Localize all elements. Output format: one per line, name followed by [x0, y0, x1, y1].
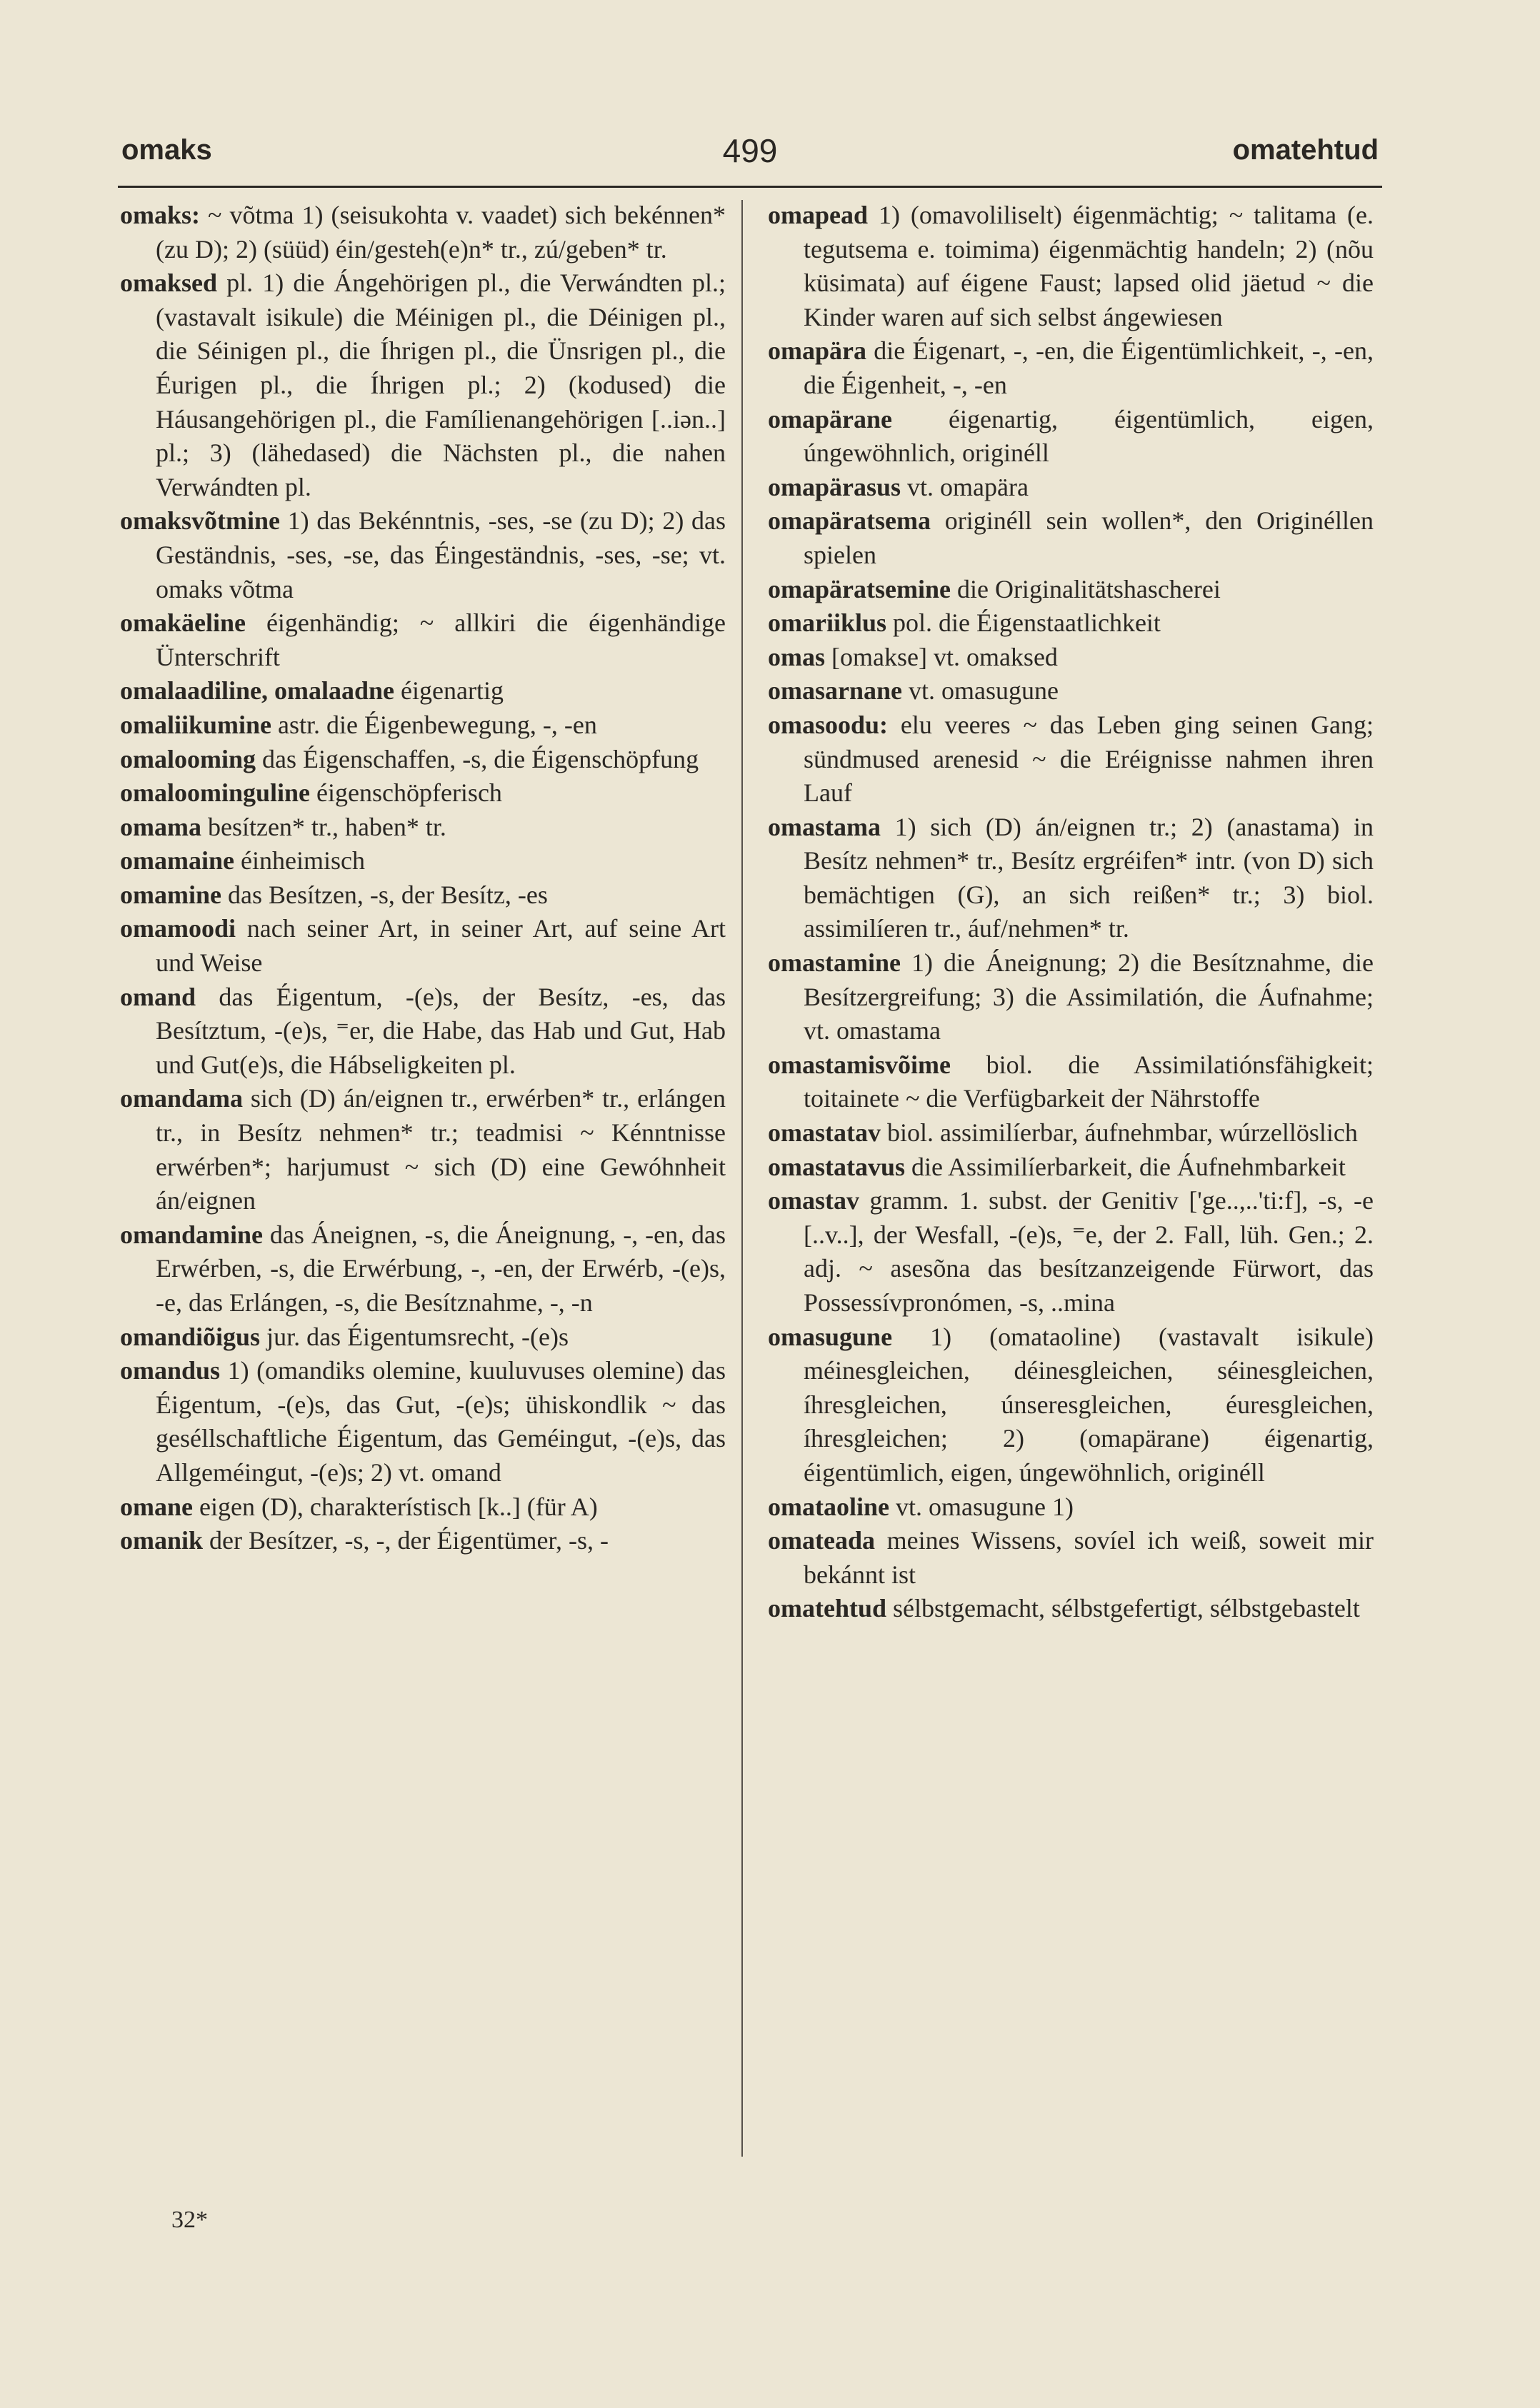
- entry-headword: omamine: [120, 880, 221, 909]
- right-guide-word: omatehtud: [1232, 134, 1379, 166]
- entry-headword: omataoline: [768, 1492, 889, 1521]
- entry-definition: das Besítzen, -s, der Besítz, -es: [221, 880, 548, 909]
- entry-headword: omamoodi: [120, 914, 236, 943]
- dictionary-entry: [120, 199, 726, 266]
- entry-definition: vt. omasugune 1): [889, 1492, 1074, 1521]
- dictionary-entry: [120, 674, 726, 708]
- entry-definition: 1) sich (D) án/eignen tr.; 2) (anastama) in Besítz nehmen* tr., Besítz ergréifen* intr. (von D) sich bemächtigen (G), an sich reißen* tr.; 3) biol. assimilíeren tr., áuf/nehmen* tr.: [804, 812, 1374, 943]
- entry-headword: omand: [120, 982, 196, 1011]
- entry-definition: pol. die Éigenstaatlichkeit: [886, 608, 1161, 638]
- entry-definition: das Éigenschaffen, -s, die Éigenschöpfung: [256, 744, 699, 773]
- dictionary-entry: [120, 1490, 726, 1525]
- dictionary-entry: [120, 1218, 726, 1320]
- left-guide-word: omaks: [121, 134, 212, 166]
- dictionary-entry: [768, 674, 1374, 708]
- entry-definition: éigenhändig; ~ allkiri die éigenhändige Ünterschrift: [156, 608, 726, 671]
- dictionary-entry: [120, 776, 726, 811]
- dictionary-entry: [120, 1354, 726, 1490]
- dictionary-entry: [768, 641, 1374, 675]
- entry-headword: omanik: [120, 1526, 204, 1555]
- entry-headword: omatehtud: [768, 1594, 887, 1623]
- entry-definition: das Áneignen, -s, die Áneignung, -, -en, das Erwérben, -s, die Erwérbung, -, -en, der Erwérb, -(e)s, -e, das Erlángen, -s, die Besítznahme, -, -n: [156, 1220, 726, 1317]
- entry-definition: das Éigentum, -(e)s, der Besítz, -es, das Besítztum, -(e)s, ⁼er, die Habe, das Hab und Gut, Hab und Gut(e)s, die Hábseligkeiten pl.: [156, 982, 726, 1079]
- entry-headword: omasoodu:: [768, 710, 889, 739]
- entry-definition: der Besítzer, -s, -, der Éigentümer, -s, -: [203, 1526, 609, 1555]
- entry-headword: omas: [768, 642, 825, 671]
- entry-definition: éigenartig, éigentümlich, eigen, úngewöhnlich, originéll: [804, 404, 1374, 468]
- entry-definition: 1) (omavoliliselt) éigenmächtig; ~ talitama (e. tegutsema e. toimima) éigenmächtig handeln; 2) (nõu küsimata) auf éigene Faust; lapsed olid jäetud ~ die Kinder waren auf sich selbst ángewiesen: [804, 201, 1374, 331]
- entry-definition: ~ võtma 1) (seisukohta v. vaadet) sich bekénnen* (zu D); 2) (süüd) éin/gesteh(e)n* tr., zú/geben* tr.: [156, 201, 726, 264]
- dictionary-entry: [120, 811, 726, 845]
- entry-headword: omama: [120, 812, 201, 841]
- entry-definition: 1) (omandiks olemine, kuuluvuses olemine) das Éigentum, -(e)s, das Gut, -(e)s; ühiskondlik ~ das geséllschaftliche Éigentum, das Geméingut, -(e)s, das Allgeméingut, -(e)s; 2) vt. omand: [156, 1356, 726, 1487]
- dictionary-entry: [120, 1320, 726, 1355]
- dictionary-entry: [768, 334, 1374, 402]
- dictionary-entry: [768, 471, 1374, 505]
- entry-headword: omandamine: [120, 1220, 264, 1249]
- entry-headword: omaksed: [120, 269, 218, 298]
- dictionary-entry: [768, 1184, 1374, 1320]
- entry-definition: éigenartig: [394, 676, 504, 706]
- entry-definition: gramm. 1. subst. der Genitiv ['ge..,..'ti:f], -s, -e [..v..], der Wesfall, -(e)s, ⁼e, der 2. Fall, lüh. Gen.; 2. adj. ~ asesõna das besítzanzeigende Fürwort, das Possessívpronómen, -s, ..mina: [804, 1186, 1374, 1317]
- dictionary-entry: [120, 606, 726, 674]
- entry-headword: omaliikumine: [120, 710, 272, 739]
- dictionary-entry: [120, 912, 726, 980]
- entry-definition: [omakse] vt. omaksed: [825, 642, 1058, 671]
- dictionary-entry: [120, 504, 726, 606]
- entry-headword: omandama: [120, 1084, 244, 1113]
- entry-definition: 1) (omataoline) (vastavalt isikule) méinesgleichen, déinesgleichen, séinesgleichen, íhresgleichen, únseresgleichen, éuresgleichen, íhresgleichen; 2) (omapärane) éigenartig, éigentümlich, eigen, úngewöhnlich, originéll: [804, 1322, 1374, 1487]
- right-column: [768, 199, 1374, 1626]
- entry-definition: vt. omasugune: [902, 676, 1059, 706]
- entry-definition: vt. omapära: [901, 472, 1029, 501]
- dictionary-entry: [768, 1592, 1374, 1626]
- signature-mark: 32*: [171, 2207, 208, 2233]
- entry-headword: omakäeline: [120, 608, 246, 638]
- entry-headword: omastamisvõime: [768, 1050, 951, 1079]
- entry-definition: astr. die Éigenbewegung, -, -en: [271, 710, 597, 739]
- dictionary-entry: [120, 878, 726, 913]
- page-number: 499: [722, 132, 778, 169]
- entry-headword: omane: [120, 1492, 193, 1521]
- column-divider: [741, 200, 743, 2157]
- dictionary-entry: [768, 199, 1374, 334]
- dictionary-entry: [768, 1116, 1374, 1150]
- entry-headword: omapäratsemine: [768, 574, 951, 603]
- dictionary-entry: [120, 743, 726, 777]
- entry-headword: omandiõigus: [120, 1322, 261, 1351]
- dictionary-entry: [120, 1082, 726, 1218]
- entry-definition: sélbstgemacht, sélbstgefertigt, sélbstgebastelt: [886, 1594, 1360, 1623]
- dictionary-entry: [768, 1490, 1374, 1525]
- entry-definition: die Assimilíerbarkeit, die Áufnehmbarkeit: [905, 1152, 1346, 1181]
- entry-headword: omastamine: [768, 948, 901, 978]
- entry-headword: omaloominguline: [120, 778, 311, 808]
- entry-definition: éigenschöpferisch: [310, 778, 502, 808]
- entry-headword: omaksvõtmine: [120, 506, 280, 536]
- dictionary-entry: [768, 811, 1374, 946]
- entry-headword: omariiklus: [768, 608, 887, 638]
- entry-headword: omandus: [120, 1356, 221, 1385]
- entry-definition: die Éigenart, -, -en, die Éigentümlichkeit, -, -en, die Éigenheit, -, -en: [804, 336, 1374, 399]
- entry-headword: omastatavus: [768, 1152, 906, 1181]
- dictionary-entry: [120, 708, 726, 743]
- dictionary-entry: [768, 1150, 1374, 1185]
- entry-headword: omasugune: [768, 1322, 893, 1351]
- entry-definition: biol. assimilíerbar, áufnehmbar, wúrzellöslich: [880, 1118, 1358, 1148]
- dictionary-entry: [120, 844, 726, 878]
- entry-headword: omastav: [768, 1186, 859, 1215]
- page-header: [121, 129, 1379, 179]
- entry-headword: omasarnane: [768, 676, 902, 706]
- entry-headword: omastatav: [768, 1118, 881, 1148]
- entry-definition: meines Wissens, sovíel ich weiß, soweit mir bekánnt ist: [804, 1526, 1374, 1589]
- entry-definition: biol. die Assimilatiónsfähigkeit; toitainete ~ die Verfügbarkeit der Nährstoffe: [804, 1050, 1374, 1113]
- entry-definition: jur. das Éigentumsrecht, -(e)s: [260, 1322, 569, 1351]
- entry-headword: omapead: [768, 201, 869, 229]
- entry-headword: omapäratsema: [768, 506, 931, 536]
- entry-headword: omalooming: [120, 744, 256, 773]
- entry-headword: omaks:: [120, 201, 201, 229]
- entry-headword: omapärane: [768, 404, 892, 433]
- entry-headword: omalaadiline, omalaadne: [120, 676, 395, 706]
- entry-headword: omapärasus: [768, 472, 901, 501]
- dictionary-entry: [768, 1048, 1374, 1116]
- entry-definition: eigen (D), charakterístisch [k..] (für A): [193, 1492, 598, 1521]
- entry-definition: nach seiner Art, in seiner Art, auf seine Art und Weise: [156, 914, 726, 978]
- dictionary-entry: [768, 1320, 1374, 1490]
- entry-definition: originéll sein wollen*, den Originéllen spielen: [804, 506, 1374, 569]
- dictionary-entry: [768, 573, 1374, 607]
- dictionary-entry: [120, 1524, 726, 1558]
- entry-definition: sich (D) án/eignen tr., erwérben* tr., erlángen tr., in Besítz nehmen* tr.; teadmisi ~ Kénntnisse erwérben*; harjumust ~ sich (D) eine Gewóhnheit án/eignen: [156, 1084, 726, 1215]
- entry-headword: omastama: [768, 812, 881, 841]
- dictionary-entry: [768, 708, 1374, 811]
- entry-definition: 1) die Áneignung; 2) die Besítznahme, die Besítzergreifung; 3) die Assimilatión, die Áufnahme; vt. omastama: [804, 948, 1374, 1045]
- header-rule: [118, 186, 1382, 188]
- dictionary-entry: [768, 606, 1374, 641]
- entry-definition: elu veeres ~ das Leben ging seinen Gang; sündmused arenesid ~ die Eréignisse nahmen ihren Lauf: [804, 710, 1374, 808]
- dictionary-entry: [768, 1524, 1374, 1592]
- dictionary-entry: [120, 980, 726, 1083]
- dictionary-entry: [768, 504, 1374, 572]
- entry-definition: die Originalitätshascherei: [950, 574, 1221, 603]
- dictionary-entry: [768, 946, 1374, 1048]
- dictionary-entry: [768, 403, 1374, 471]
- entry-headword: omapära: [768, 336, 866, 366]
- entry-definition: pl. 1) die Ángehörigen pl., die Verwándten pl.; (vastavalt isikule) die Méinigen pl., die Déinigen pl., die Séinigen pl., die Íhrigen pl., die Ünsrigen pl., die Éurigen pl., die Íhrigen pl.; 2) (kodused) die Háusangehörigen pl., die Famílienangehörigen [..iən..] pl.; 3) (lähedased) die Nächsten pl., die nahen Verwándten pl.: [156, 269, 726, 501]
- left-column: [120, 199, 726, 1558]
- entry-headword: omamaine: [120, 846, 234, 876]
- entry-definition: 1) das Bekénntnis, -ses, -se (zu D); 2) das Geständnis, -ses, -se, das Éingeständnis, -ses, -se; vt. omaks võtma: [156, 506, 726, 603]
- dictionary-entry: [120, 266, 726, 504]
- entry-definition: besítzen* tr., haben* tr.: [201, 812, 446, 841]
- entry-definition: éinheimisch: [234, 846, 365, 876]
- entry-headword: omateada: [768, 1526, 875, 1555]
